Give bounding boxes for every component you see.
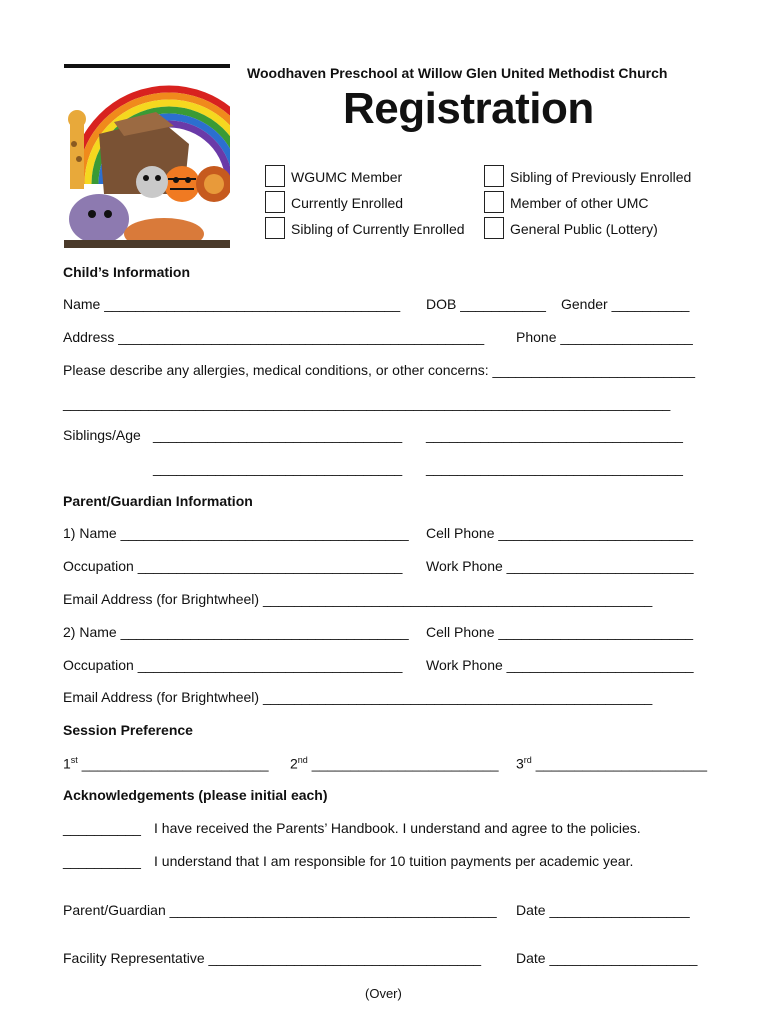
session-third-field[interactable] bbox=[516, 755, 707, 772]
sibling-line[interactable]: ________________________________ bbox=[153, 460, 403, 476]
ordinal-suffix: rd bbox=[523, 755, 532, 765]
parent1-email-field[interactable]: Email Address (for Brightwheel) __________________________________________________ bbox=[63, 591, 653, 607]
ack2-text: I understand that I am responsible for 10 tuition payments per academic year. bbox=[154, 853, 634, 869]
child-info-heading: Child’s Information bbox=[63, 264, 191, 280]
parent2-email-field[interactable]: Email Address (for Brightwheel) __________________________________________________ bbox=[63, 689, 653, 705]
checkbox-label: Member of other UMC bbox=[510, 195, 649, 211]
parent2-name-field[interactable]: 2) Name _____________________________________ bbox=[63, 624, 409, 640]
school-name: Woodhaven Preschool at Willow Glen United Methodist Church bbox=[247, 65, 668, 81]
sibling-line[interactable]: _________________________________ bbox=[426, 460, 683, 476]
ack-heading: Acknowledgements (please initial each) bbox=[63, 787, 328, 803]
concerns-line[interactable]: ______________________________________________________________________________ bbox=[63, 395, 671, 411]
checkbox-label: General Public (Lottery) bbox=[510, 221, 658, 237]
checkbox-label: Sibling of Currently Enrolled bbox=[291, 221, 465, 237]
checkbox-sibling-previously-enrolled[interactable] bbox=[484, 165, 504, 187]
session-first-field[interactable] bbox=[63, 755, 269, 772]
parent-date-field[interactable]: Date __________________ bbox=[516, 902, 690, 918]
sibling-line[interactable]: ________________________________ bbox=[153, 427, 403, 443]
checkbox-general-public[interactable] bbox=[484, 217, 504, 239]
over-note: (Over) bbox=[365, 986, 402, 1001]
session-heading: Session Preference bbox=[63, 722, 193, 738]
ack1-text: I have received the Parents’ Handbook. I understand and agree to the policies. bbox=[154, 820, 641, 836]
parent1-cell-field[interactable]: Cell Phone _________________________ bbox=[426, 525, 694, 541]
ack1-initial-field[interactable]: __________ bbox=[63, 820, 141, 836]
checkbox-wgumc-member[interactable] bbox=[265, 165, 285, 187]
ordinal-suffix: st bbox=[70, 755, 78, 765]
sibling-line[interactable]: _________________________________ bbox=[426, 427, 683, 443]
parent1-name-field[interactable]: 1) Name _____________________________________ bbox=[63, 525, 409, 541]
ordinal: 2 bbox=[290, 755, 298, 772]
ack2-initial-field[interactable]: __________ bbox=[63, 853, 141, 869]
dob-field[interactable]: DOB ___________ bbox=[426, 296, 546, 312]
parent2-work-phone-field[interactable]: Work Phone ________________________ bbox=[426, 657, 694, 673]
ordinal: 3 bbox=[516, 755, 524, 772]
session-second-field[interactable] bbox=[290, 755, 499, 772]
parent1-occupation-field[interactable]: Occupation __________________________________ bbox=[63, 558, 403, 574]
concerns-field[interactable]: Please describe any allergies, medical conditions, or other concerns: __________________________ bbox=[63, 362, 695, 378]
parent2-cell-field[interactable]: Cell Phone _________________________ bbox=[426, 624, 694, 640]
facility-signature-field[interactable]: Facility Representative ___________________________________ bbox=[63, 950, 482, 966]
address-field[interactable]: Address _______________________________________________ bbox=[63, 329, 485, 345]
parent-info-heading: Parent/Guardian Information bbox=[63, 493, 253, 509]
checkbox-label: WGUMC Member bbox=[291, 169, 403, 185]
checkbox-member-other-umc[interactable] bbox=[484, 191, 504, 213]
checkbox-currently-enrolled[interactable] bbox=[265, 191, 285, 213]
phone-field[interactable]: Phone _________________ bbox=[516, 329, 693, 345]
checkbox-sibling-currently-enrolled[interactable] bbox=[265, 217, 285, 239]
parent-signature-field[interactable]: Parent/Guardian __________________________________________ bbox=[63, 902, 497, 918]
ordinal: 1 bbox=[63, 755, 71, 772]
blank-line: ________________________ bbox=[77, 755, 269, 772]
parent1-work-phone-field[interactable]: Work Phone ________________________ bbox=[426, 558, 694, 574]
blank-line: ________________________ bbox=[307, 755, 499, 772]
gender-field[interactable]: Gender __________ bbox=[561, 296, 690, 312]
blank-line: ______________________ bbox=[531, 755, 707, 772]
ordinal-suffix: nd bbox=[297, 755, 308, 765]
school-logo bbox=[64, 64, 230, 248]
facility-date-field[interactable]: Date ___________________ bbox=[516, 950, 698, 966]
siblings-label: Siblings/Age bbox=[63, 427, 141, 443]
checkbox-label: Sibling of Previously Enrolled bbox=[510, 169, 692, 185]
parent2-occupation-field[interactable]: Occupation __________________________________ bbox=[63, 657, 403, 673]
checkbox-label: Currently Enrolled bbox=[291, 195, 404, 211]
child-name-field[interactable]: Name ______________________________________ bbox=[63, 296, 401, 312]
page-title: Registration bbox=[343, 84, 594, 133]
